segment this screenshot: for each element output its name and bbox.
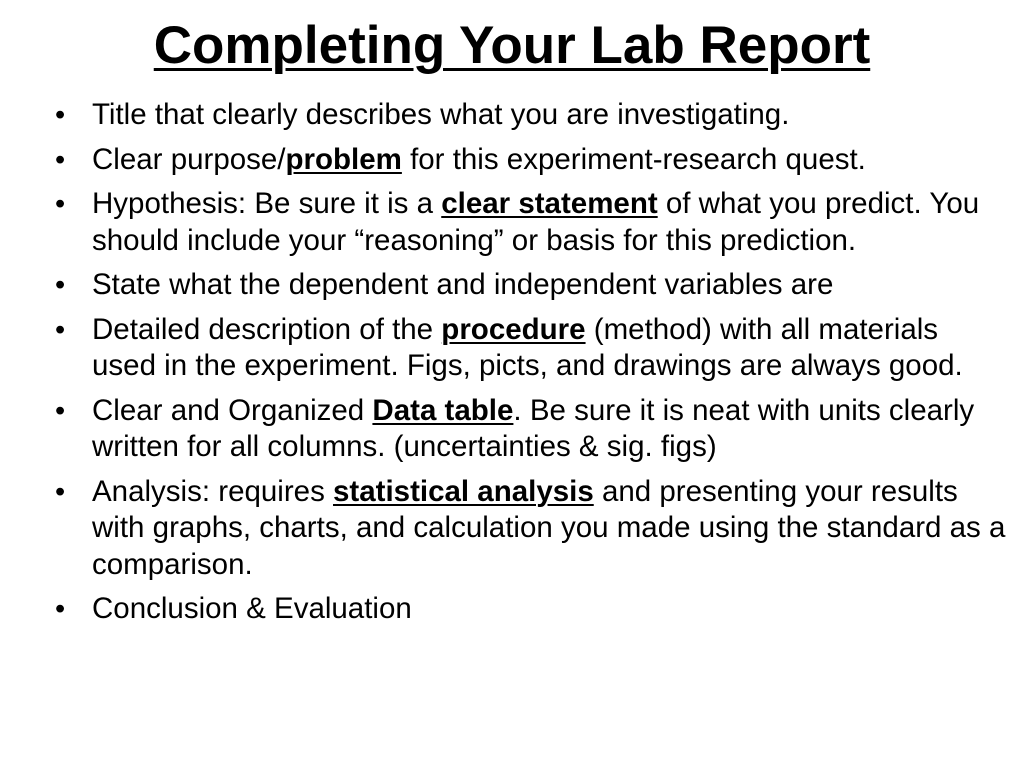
bullet-item-analysis xyxy=(0,474,1024,584)
emphasis-data-table: Data table xyxy=(372,393,514,427)
bullet-text: Title that clearly describes what you are investigating. xyxy=(92,98,790,131)
bullet-item-purpose xyxy=(0,142,1024,179)
bullet-icon: • xyxy=(55,143,66,176)
emphasis-procedure: procedure xyxy=(441,312,586,346)
bullet-item-conclusion xyxy=(0,591,1024,628)
bullet-text: Clear and Organized xyxy=(92,393,373,427)
bullet-text: for this experiment-research quest. xyxy=(401,142,866,176)
bullet-icon: • xyxy=(55,313,66,346)
bullet-item-hypothesis xyxy=(0,186,1024,259)
slide-title: Completing Your Lab Report xyxy=(153,16,871,75)
emphasis-statistical-analysis: statistical analysis xyxy=(333,474,594,508)
bullet-text: (method) with all materials used in the experiment. Figs, picts, and drawings are always good. xyxy=(92,312,963,382)
bullet-text: of what you predict. You should include your “reasoning” or basis for this prediction. xyxy=(92,187,980,257)
bullet-item-variables xyxy=(0,267,1024,304)
bullet-icon: • xyxy=(55,99,66,131)
bullet-item-data-table xyxy=(0,393,1024,466)
bullet-icon: • xyxy=(55,394,66,427)
emphasis-clear-statement: clear statement xyxy=(441,187,658,220)
bullet-text: Analysis: requires xyxy=(92,474,334,508)
bullet-icon: • xyxy=(55,188,66,220)
bullet-text: Conclusion & Evaluation xyxy=(92,592,412,625)
bullet-text: Hypothesis: Be sure it is a xyxy=(92,187,442,220)
bullet-list xyxy=(0,97,1024,636)
bullet-item-procedure xyxy=(0,312,1024,385)
bullet-icon: • xyxy=(55,593,66,625)
bullet-text: and presenting your results with graphs, charts, and calculation you made using the standard as a comparison. xyxy=(92,474,1006,581)
bullet-item-title xyxy=(0,97,1024,134)
emphasis-problem: problem xyxy=(285,142,402,176)
bullet-icon: • xyxy=(55,475,66,508)
bullet-text: Clear purpose/ xyxy=(92,142,286,176)
bullet-icon: • xyxy=(55,269,66,301)
bullet-text: . Be sure it is neat with units clearly written for all columns. (uncertainties & sig. figs) xyxy=(92,393,975,463)
bullet-text: Detailed description of the xyxy=(92,312,442,346)
bullet-text: State what the dependent and independent variables are xyxy=(92,268,834,301)
